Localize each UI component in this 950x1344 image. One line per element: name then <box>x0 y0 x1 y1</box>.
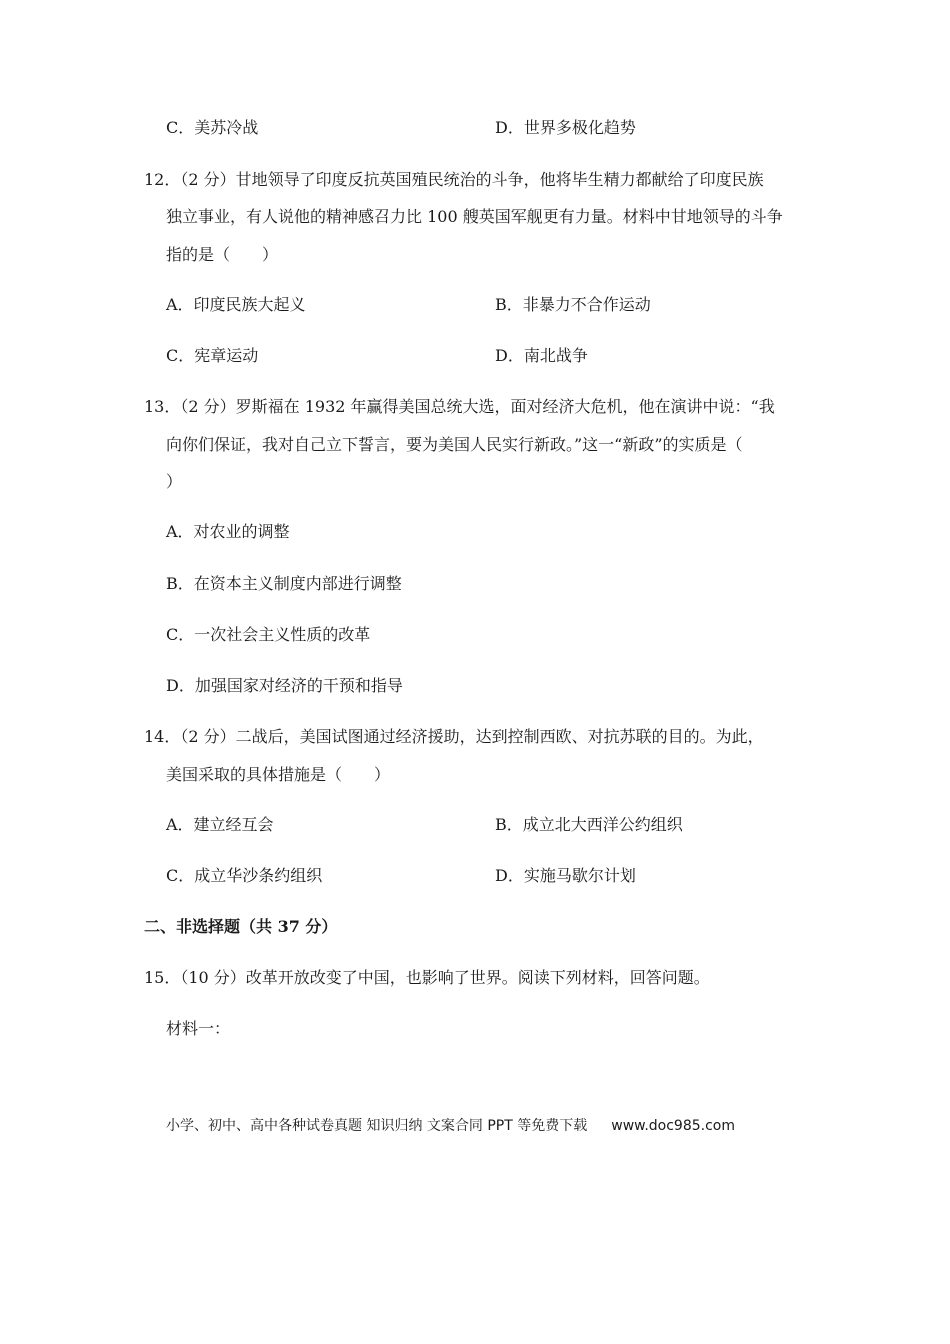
q13-option-b: B．在资本主义制度内部进行调整 <box>166 574 402 593</box>
q13-stem-line1: 13．（2 分）罗斯福在 1932 年赢得美国总统大选，面对经济大危机，他在演讲中说：“我 <box>144 397 775 416</box>
q12-option-b: B．非暴力不合作运动 <box>495 295 651 314</box>
q15-material-label: 材料一： <box>166 1019 231 1038</box>
q13-stem-line2: 向你们保证，我对自己立下誓言，要为美国人民实行新政。”这一“新政”的实质是（ <box>166 435 743 454</box>
q12-option-a: A．印度民族大起义 <box>166 295 306 314</box>
q11-option-d: D．世界多极化趋势 <box>495 118 636 137</box>
q13-option-a: A．对农业的调整 <box>166 522 290 541</box>
q13-stem-line3: ） <box>166 472 183 491</box>
q13-option-d: D．加强国家对经济的干预和指导 <box>166 676 403 695</box>
footer-url: www.doc985.com <box>611 1118 735 1134</box>
q12-option-c: C．宪章运动 <box>166 346 259 365</box>
q14-option-b: B．成立北大西洋公约组织 <box>495 815 683 834</box>
q14-option-c: C．成立华沙条约组织 <box>166 866 323 885</box>
q12-stem-line2: 独立事业，有人说他的精神感召力比 100 艘英国军舰更有力量。材料中甘地领导的斗争 <box>166 207 783 226</box>
q14-stem-line2: 美国采取的具体措施是（ ） <box>166 765 391 784</box>
page-footer <box>166 1116 735 1136</box>
q15-stem-line1: 15．（10 分）改革开放改变了中国，也影响了世界。阅读下列材料，回答问题。 <box>144 968 710 987</box>
q14-option-d: D．实施马歇尔计划 <box>495 866 636 885</box>
q12-stem-line3: 指的是（ ） <box>166 245 279 264</box>
footer-text: 小学、初中、高中各种试卷真题 知识归纳 文案合同 PPT 等免费下载 <box>166 1118 588 1134</box>
q12-option-d: D．南北战争 <box>495 346 588 365</box>
q11-option-c: C．美苏冷战 <box>166 118 259 137</box>
q14-option-a: A．建立经互会 <box>166 815 274 834</box>
q13-option-c: C．一次社会主义性质的改革 <box>166 625 371 644</box>
q12-stem-line1: 12．（2 分）甘地领导了印度反抗英国殖民统治的斗争，他将毕生精力都献给了印度民族 <box>144 170 764 189</box>
section-heading: 二、非选择题（共 37 分） <box>144 917 338 936</box>
q14-stem-line1: 14．（2 分）二战后，美国试图通过经济援助，达到控制西欧、对抗苏联的目的。为此， <box>144 727 764 746</box>
